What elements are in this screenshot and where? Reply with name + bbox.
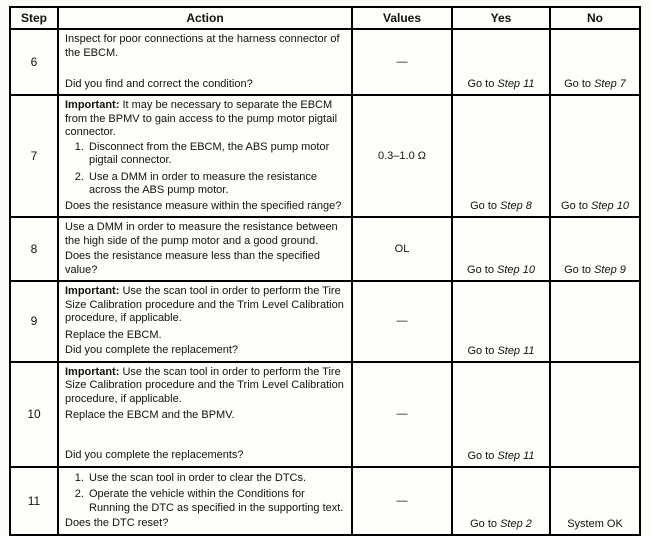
step-number: 11 bbox=[27, 493, 41, 508]
step-number: 10 bbox=[27, 407, 41, 421]
diagnostic-step-table bbox=[9, 6, 641, 536]
table-row bbox=[11, 28, 639, 94]
no-cell bbox=[549, 96, 639, 216]
goto-text: Go to Step 7 bbox=[564, 78, 626, 90]
action-list bbox=[65, 472, 345, 516]
yes-cell bbox=[451, 96, 549, 216]
step-number: 6 bbox=[30, 55, 38, 69]
step-reference: Step 8 bbox=[500, 200, 532, 212]
column-header-no: No bbox=[549, 8, 639, 28]
action-list bbox=[65, 141, 345, 198]
step-reference: Step 2 bbox=[500, 517, 532, 530]
column-header-values: Values bbox=[351, 8, 451, 28]
table-row bbox=[11, 466, 639, 534]
action-cell bbox=[57, 282, 351, 361]
step-number: 7 bbox=[30, 149, 38, 163]
column-header-step: Step bbox=[20, 11, 47, 25]
important-label: Important: bbox=[65, 99, 120, 111]
table-body bbox=[11, 28, 639, 534]
action-cell bbox=[57, 30, 351, 94]
goto-text: Go to Step 10 bbox=[467, 264, 535, 276]
no-cell bbox=[549, 282, 639, 361]
action-text: Replace the EBCM and the BPMV. bbox=[65, 409, 235, 421]
important-label: Important: bbox=[65, 365, 120, 378]
goto-text: Go to Step 2 bbox=[470, 517, 532, 530]
step-reference: Step 11 bbox=[497, 449, 535, 462]
goto-text: Go to Step 11 bbox=[467, 78, 535, 90]
action-text: Replace the EBCM. bbox=[65, 328, 162, 341]
important-note: Important: Use the scan tool in order to perform the Tire Size Calibration procedure and the Trim Level Calibration procedure, if applicable. bbox=[65, 365, 344, 405]
table-row bbox=[11, 280, 639, 361]
step-number: 9 bbox=[30, 314, 38, 329]
result-text: System OK bbox=[567, 517, 623, 530]
step-reference: Step 10 bbox=[497, 264, 535, 276]
step-reference: Step 9 bbox=[594, 264, 626, 276]
question-text: Does the resistance measure within the specified range? bbox=[65, 199, 342, 212]
yes-cell bbox=[451, 363, 549, 466]
table-row bbox=[11, 216, 639, 280]
action-cell bbox=[57, 96, 351, 216]
question-text: Does the DTC reset? bbox=[65, 517, 169, 529]
question-text: Does the resistance measure less than the specified value? bbox=[65, 250, 320, 276]
step-reference: Step 10 bbox=[591, 200, 629, 212]
question-text: Did you complete the replacements? bbox=[65, 449, 244, 461]
question-text: Did you complete the replacement? bbox=[65, 344, 239, 356]
goto-text: Go to Step 9 bbox=[564, 264, 626, 276]
table-header-row bbox=[11, 8, 639, 28]
yes-cell bbox=[451, 282, 549, 361]
action-list-item: 1. Use the scan tool in order to clear the DTCs. bbox=[87, 472, 345, 486]
action-text: Inspect for poor connections at the harness connector of the EBCM. bbox=[65, 33, 340, 59]
column-header-yes: Yes bbox=[451, 8, 549, 28]
goto-text: Go to Step 11 bbox=[467, 449, 535, 462]
goto-text: Go to Step 11 bbox=[467, 344, 535, 357]
values-cell: — bbox=[351, 282, 451, 361]
table-row bbox=[11, 361, 639, 466]
goto-text: Go to Step 10 bbox=[561, 200, 629, 212]
no-cell bbox=[549, 30, 639, 94]
no-cell bbox=[549, 218, 639, 280]
no-cell bbox=[549, 468, 639, 534]
important-note: Important: It may be necessary to separate the EBCM from the BPMV to gain access to the pump motor pigtail connector. bbox=[65, 99, 338, 138]
values-cell: — bbox=[351, 30, 451, 94]
yes-cell bbox=[451, 30, 549, 94]
yes-cell bbox=[451, 218, 549, 280]
action-list-item: 2. Use a DMM in order to measure the resistance across the ABS pump motor. bbox=[87, 171, 345, 198]
goto-text: Go to Step 8 bbox=[470, 200, 532, 212]
step-reference: Step 7 bbox=[594, 78, 626, 90]
action-cell bbox=[57, 218, 351, 280]
no-cell bbox=[549, 363, 639, 466]
action-list-item: 2. Operate the vehicle within the Conditions for Running the DTC as specified in the supporting text. bbox=[87, 488, 345, 515]
step-reference: Step 11 bbox=[497, 344, 535, 357]
question-text: Did you find and correct the condition? bbox=[65, 77, 253, 90]
action-text: Use a DMM in order to measure the resistance between the high side of the pump motor and a good ground. bbox=[65, 221, 338, 247]
yes-cell bbox=[451, 468, 549, 534]
important-label: Important: bbox=[65, 285, 120, 297]
table-row bbox=[11, 94, 639, 216]
step-number: 8 bbox=[30, 242, 38, 256]
action-list-item: 1. Disconnect from the EBCM, the ABS pump motor pigtail connector. bbox=[87, 141, 345, 168]
values-cell: 0.3–1.0 Ω bbox=[351, 96, 451, 216]
action-cell bbox=[57, 363, 351, 466]
action-cell bbox=[57, 468, 351, 534]
important-note: Important: Use the scan tool in order to perform the Tire Size Calibration procedure and the Trim Level Calibration procedure, if applicable. bbox=[65, 285, 344, 324]
column-header-action: Action bbox=[57, 8, 351, 28]
values-cell: — bbox=[351, 468, 451, 534]
values-cell: OL bbox=[351, 218, 451, 280]
values-cell: — bbox=[351, 363, 451, 466]
step-reference: Step 11 bbox=[497, 78, 535, 90]
